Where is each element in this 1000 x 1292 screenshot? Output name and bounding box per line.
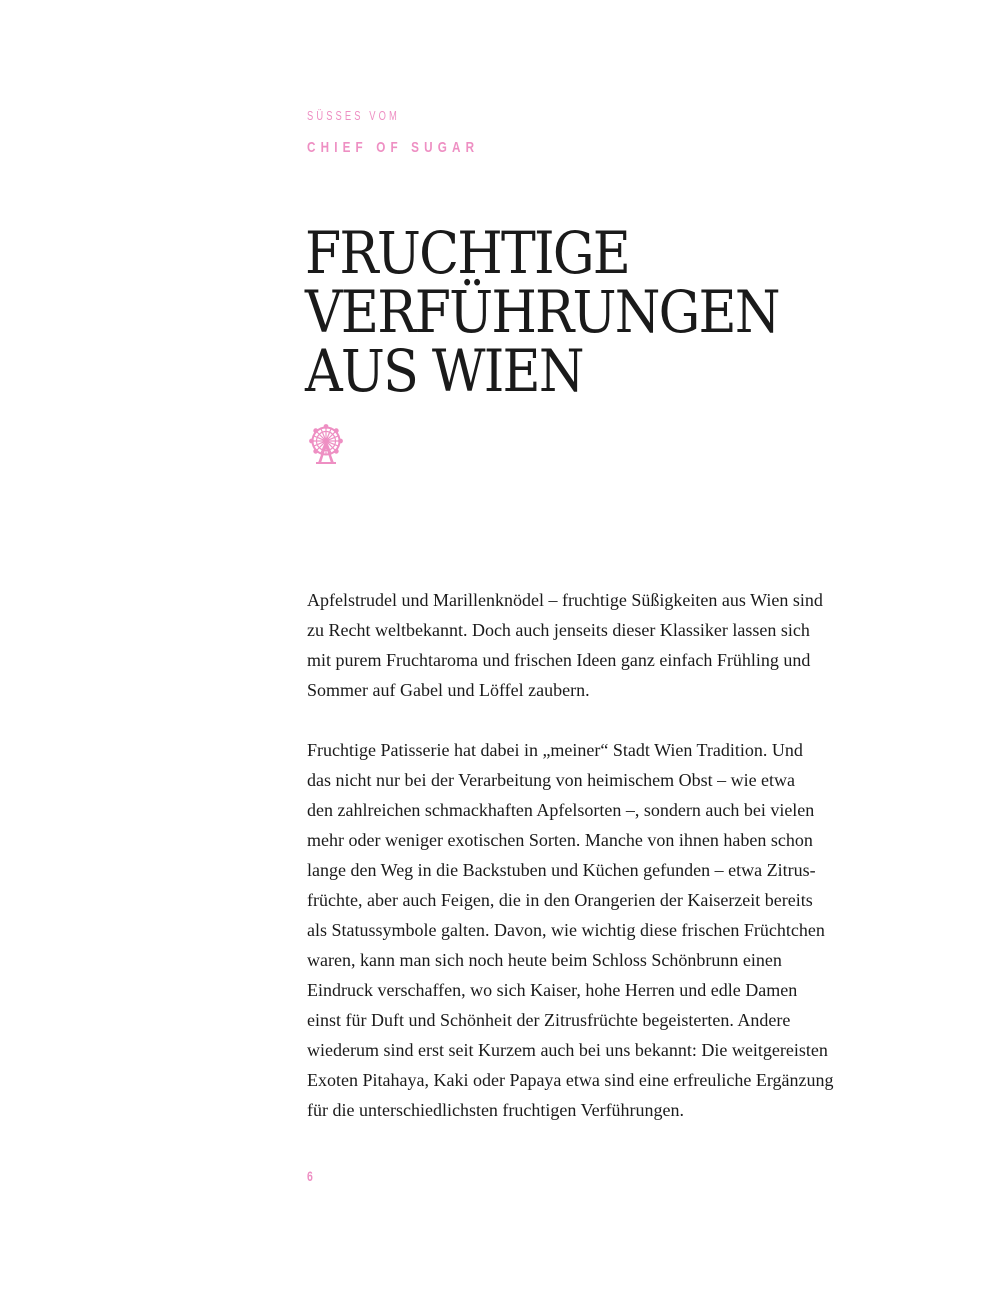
text-line: zu Recht weltbekannt. Doch auch jenseits dieser Klassiker lassen sich [307,620,810,640]
text-line: früchte, aber auch Feigen, die in den Orangerien der Kaiserzeit bereits [307,890,813,910]
text-line: den zahlreichen schmackhaften Apfelsorten –, sondern auch bei vielen [307,800,815,820]
text-line: mit purem Fruchtaroma und frischen Ideen ganz einfach Frühling und [307,650,811,670]
text-line: das nicht nur bei der Verarbeitung von heimischem Obst – wie etwa [307,770,796,790]
text-line: einst für Duft und Schönheit der Zitrusfrüchte begeisterten. Andere [307,1010,791,1030]
text-line: lange den Weg in die Backstuben und Küchen gefunden – etwa Zitrus- [307,860,816,880]
chapter-title-line: FRUCHTIGE [305,219,630,287]
body-text [307,585,917,1155]
text-line: Exoten Pitahaya, Kaki oder Papaya etwa sind eine erfreuliche Ergänzung [307,1070,834,1090]
paragraph-intro [307,585,917,705]
text-line: wiederum sind erst seit Kurzem auch bei uns bekannt: Die weitgereisten [307,1040,828,1060]
text-line: mehr oder weniger exotischen Sorten. Manche von ihnen haben schon [307,830,813,850]
chapter-title-line: AUS WIEN [305,337,583,405]
text-line: als Statussymbole galten. Davon, wie wichtig diese frischen Früchtchen [307,920,825,940]
text-line: waren, kann man sich noch heute beim Schloss Schönbrunn einen [307,950,782,970]
series-kicker: SÜSSES VOM [307,108,400,123]
text-line: Apfelstrudel und Marillenknödel – fruchtige Süßigkeiten aus Wien sind [307,590,823,610]
paragraph-main [307,735,917,1125]
chapter-title-line: VERFÜHRUNGEN [305,278,779,346]
text-line: Sommer auf Gabel und Löffel zaubern. [307,680,590,700]
text-line: Eindruck verschaffen, wo sich Kaiser, hohe Herren und edle Damen [307,980,798,1000]
text-line: für die unterschiedlichsten fruchtigen Verführungen. [307,1100,685,1120]
text-line: Fruchtige Patisserie hat dabei in „meiner“ Stadt Wien Tradition. Und [307,740,803,760]
page-number: 6 [307,1168,313,1184]
chapter-title [305,219,779,405]
ferris-wheel-icon [306,423,346,465]
series-subtitle: CHIEF OF SUGAR [307,139,480,156]
